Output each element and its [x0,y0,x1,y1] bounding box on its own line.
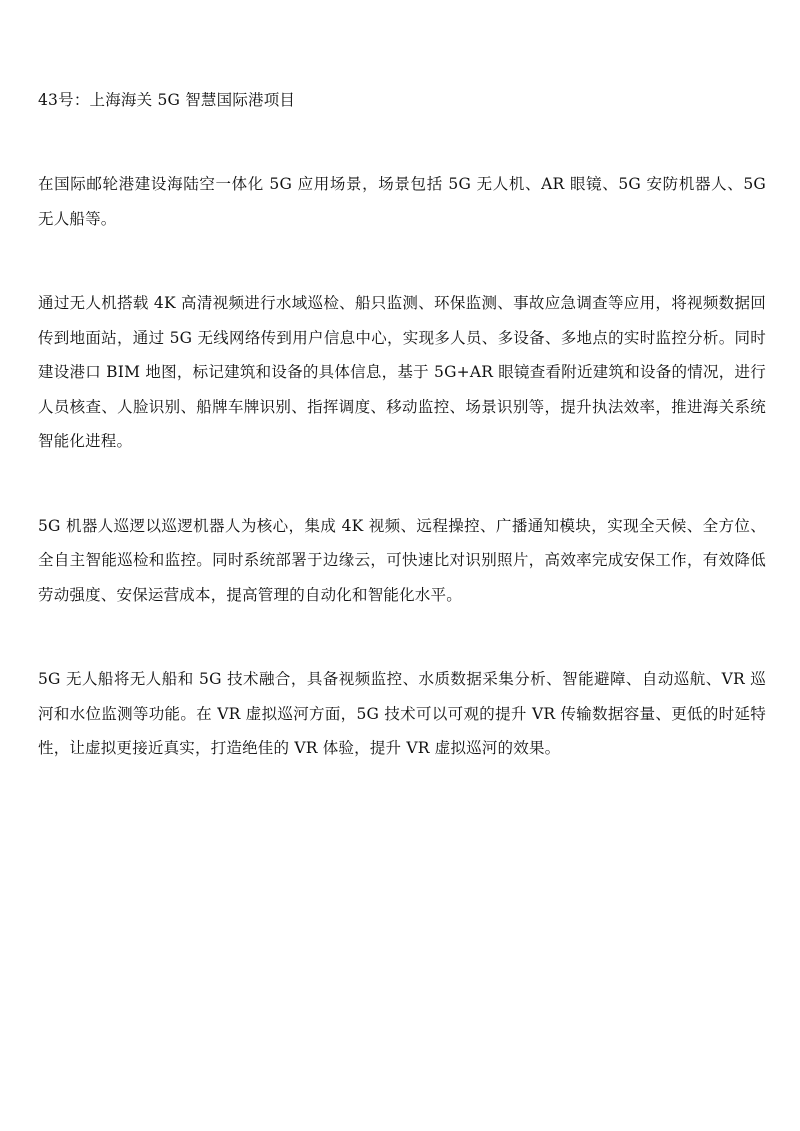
paragraph-unmanned-boat: 5G 无人船将无人船和 5G 技术融合，具备视频监控、水质数据采集分析、智能避障、自动巡航、VR 巡河和水位监测等功能。在 VR 虚拟巡河方面，5G 技术可以可观的提升 VR 传输数据容量、更低的时延特性，让虚拟更接近真实，打造绝佳的 VR 体验，提升 VR 虚拟巡河的效果。 [38,670,766,757]
paragraph-scenarios: 在国际邮轮港建设海陆空一体化 5G 应用场景，场景包括 5G 无人机、AR 眼镜、5G 安防机器人、5G 无人船等。 [38,175,766,228]
paragraph-drone: 通过无人机搭载 4K 高清视频进行水域巡检、船只监测、环保监测、事故应急调查等应用，将视频数据回传到地面站，通过 5G 无线网络传到用户信息中心，实现多人员、多设备、多地点的实时监控分析。同时建设港口 BIM 地图，标记建筑和设备的具体信息，基于 5G+AR 眼镜查看附近建筑和设备的情况，进行人员核查、人脸识别、船牌车牌识别、指挥调度、移动监控、场景识别等，提升执法效率，推进海关系统智能化进程。 [38,294,766,450]
document-content [38,86,766,766]
document-title: 43号：上海海关 5G 智慧国际港项目 [38,91,296,109]
paragraph-robot: 5G 机器人巡逻以巡逻机器人为核心，集成 4K 视频、远程操控、广播通知模块，实现全天候、全方位、全自主智能巡检和监控。同时系统部署于边缘云，可快速比对识别照片，高效率完成安保工作，有效降低劳动强度、安保运营成本，提高管理的自动化和智能化水平。 [38,516,766,604]
